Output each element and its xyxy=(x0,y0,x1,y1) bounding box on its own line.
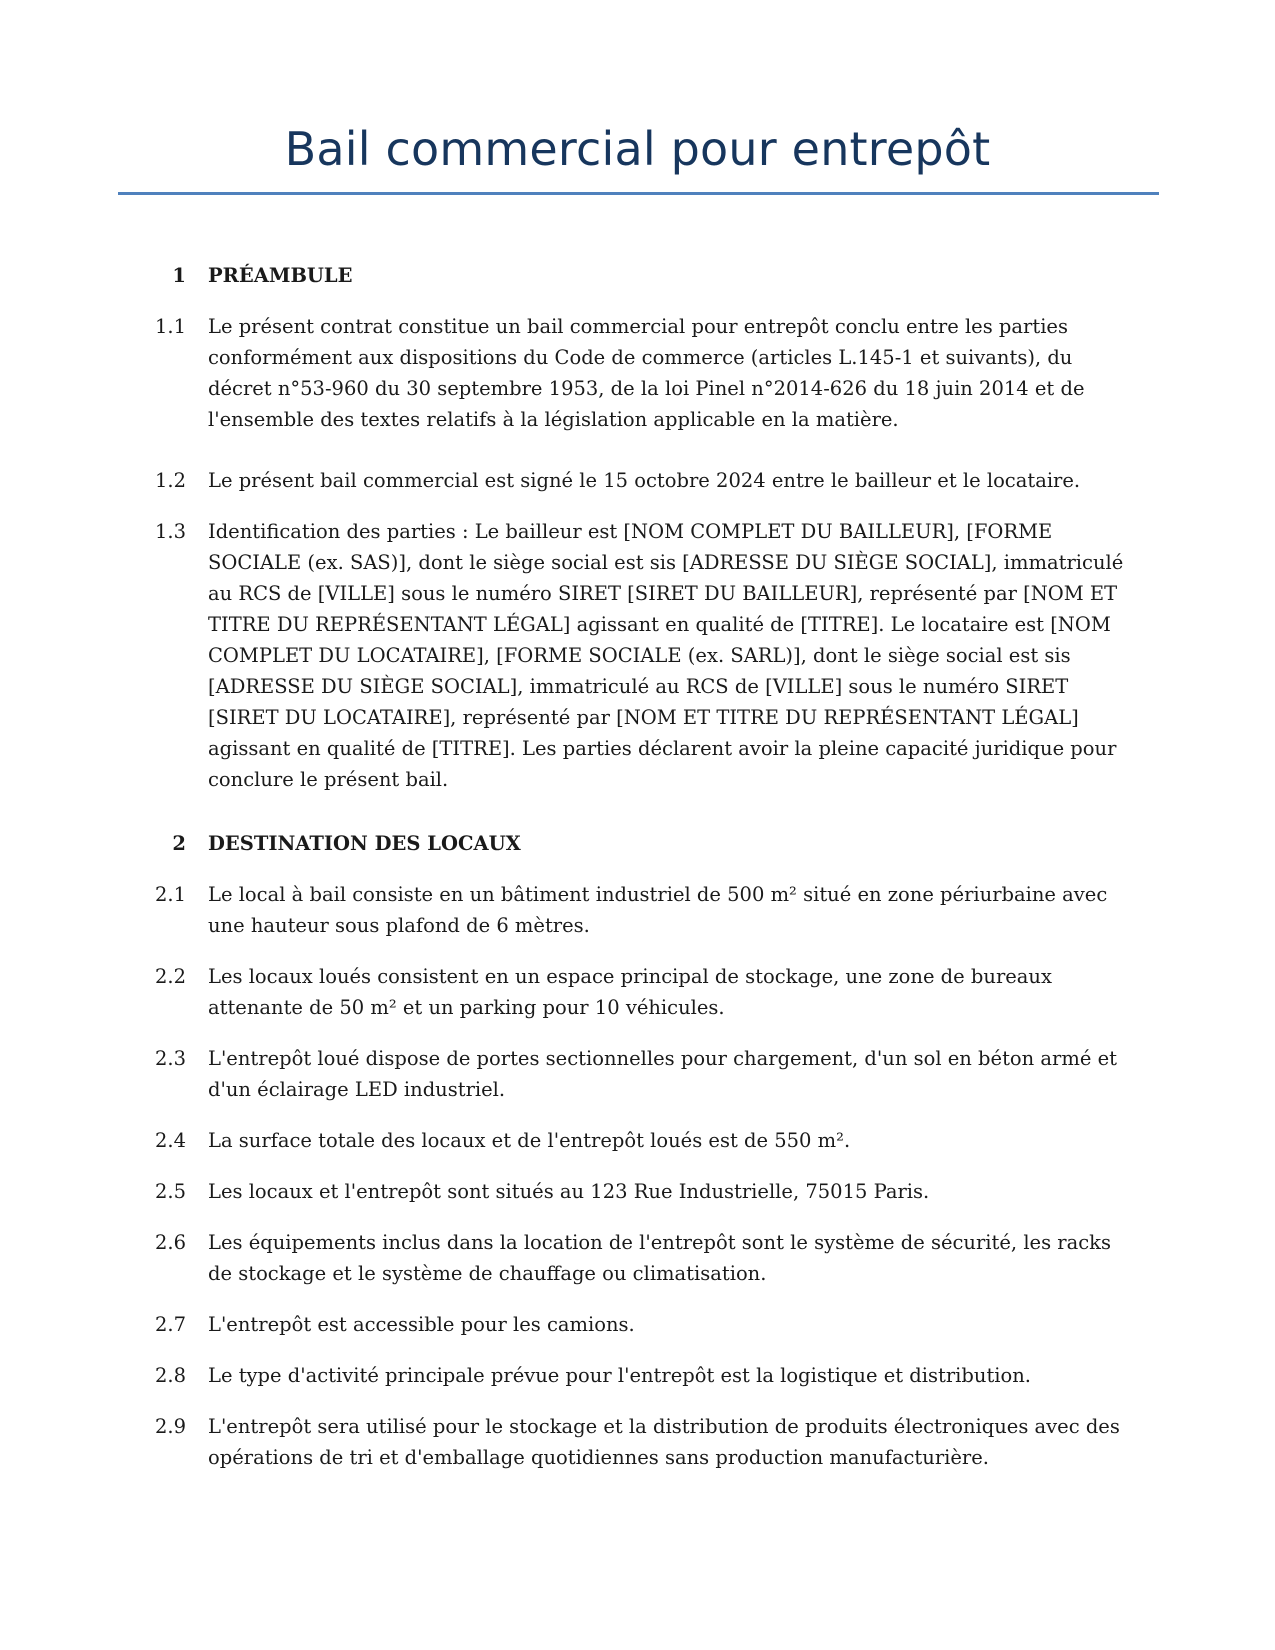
clause-number: 2.7 xyxy=(154,1313,186,1336)
clause-text: L'entrepôt loué dispose de portes sectionnelles pour chargement, d'un sol en béton armé et d'un éclairage LED industriel. xyxy=(208,1047,1117,1101)
document-title: Bail commercial pour entrepôt xyxy=(284,122,991,176)
clause-text: Les locaux et l'entrepôt sont situés au 123 Rue Industrielle, 75015 Paris. xyxy=(208,1180,930,1203)
clause-number: 1.3 xyxy=(154,520,186,543)
clause-text: Le présent bail commercial est signé le 15 octobre 2024 entre le bailleur et le locataire. xyxy=(208,469,1081,492)
clause-text: Le type d'activité principale prévue pour l'entrepôt est la logistique et distribution. xyxy=(208,1364,1032,1387)
clause-number: 1.1 xyxy=(154,315,186,338)
section-title: PRÉAMBULE xyxy=(208,264,353,287)
clause-text: La surface totale des locaux et de l'entrepôt loués est de 550 m². xyxy=(208,1129,851,1152)
clause-text: L'entrepôt sera utilisé pour le stockage et la distribution de produits électroniques avec des opérations de tri et d'emballage quotidiennes sans production manufacturière. xyxy=(208,1415,1120,1469)
clause-text: L'entrepôt est accessible pour les camions. xyxy=(208,1313,635,1336)
clause-number: 2.9 xyxy=(154,1415,186,1438)
clause-text: Le local à bail consiste en un bâtiment industriel de 500 m² situé en zone périurbaine avec une hauteur sous plafond de 6 mètres. xyxy=(208,883,1108,937)
clause-number: 2.5 xyxy=(154,1180,186,1203)
clause-number: 1.2 xyxy=(154,469,186,492)
title-underline xyxy=(118,192,1159,195)
clause-number: 2.2 xyxy=(154,965,186,988)
clause-text: Identification des parties : Le bailleur est [NOM COMPLET DU BAILLEUR], [FORME SOCIALE (ex. SAS)], dont le siège social est sis [ADRESSE DU SIÈGE SOCIAL], immatriculé au RCS de [VILLE] sous le numéro SIRET [SIRET DU BAILLEUR], représenté par [NOM ET TITRE DU REPRÉSENTANT LÉGAL] agissant en qualité de [TITRE]. Le locataire est [NOM COMPLET DU LOCATAIRE], [FORME SOCIALE (ex. SARL)], dont le siège social est sis [ADRESSE DU SIÈGE SOCIAL], immatriculé au RCS de [VILLE] sous le numéro SIRET [SIRET DU LOCATAIRE], représenté par [NOM ET TITRE DU REPRÉSENTANT LÉGAL] agissant en qualité de [TITRE]. Les parties déclarent avoir la pleine capacité juridique pour conclure le présent bail. xyxy=(208,520,1124,791)
section-number: 1 xyxy=(172,264,186,287)
clause-number: 2.1 xyxy=(154,883,186,906)
section-title: DESTINATION DES LOCAUX xyxy=(208,832,521,855)
clause-number: 2.3 xyxy=(154,1047,186,1070)
clause-text: Le présent contrat constitue un bail commercial pour entrepôt conclu entre les parties conformément aux dispositions du Code de commerce (articles L.145-1 et suivants), du décret n°53-960 du 30 septembre 1953, de la loi Pinel n°2014-626 du 18 juin 2014 et de l'ensemble des textes relatifs à la législation applicable en la matière. xyxy=(208,315,1085,431)
clause-number: 2.6 xyxy=(154,1231,186,1254)
clause-number: 2.4 xyxy=(154,1129,186,1152)
clause-number: 2.8 xyxy=(154,1364,186,1387)
clause-text: Les locaux loués consistent en un espace principal de stockage, une zone de bureaux attenante de 50 m² et un parking pour 10 véhicules. xyxy=(208,965,1052,1019)
section-number: 2 xyxy=(172,832,186,855)
clause-text: Les équipements inclus dans la location de l'entrepôt sont le système de sécurité, les racks de stockage et le système de chauffage ou climatisation. xyxy=(208,1231,1111,1285)
